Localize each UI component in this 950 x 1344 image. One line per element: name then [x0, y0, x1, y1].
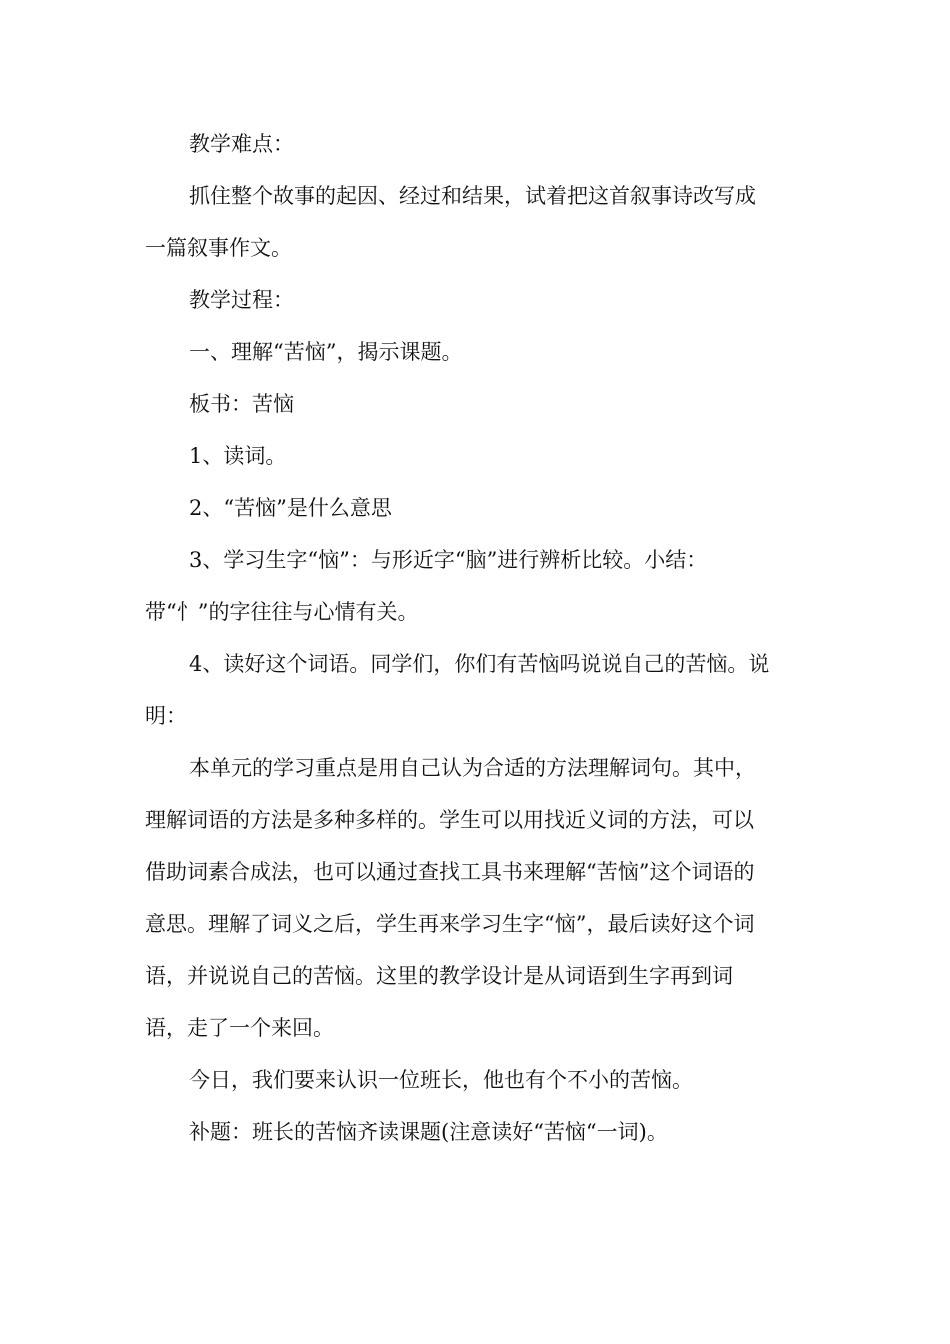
text-line: 1、读词。 — [189, 444, 287, 468]
text-line: 板书：苦恼 — [189, 392, 294, 416]
text-line: 一、理解“苦恼”，揭示课题。 — [189, 340, 463, 364]
text-line: 一篇叙事作文。 — [145, 236, 292, 260]
text-line: 教学难点： — [189, 132, 294, 156]
text-line: 今日，我们要来认识一位班长，他也有个不小的苦恼。 — [189, 1068, 693, 1092]
text-line: 明： — [145, 704, 187, 728]
text-line: 补题：班长的苦恼齐读课题(注意读好“苦恼“一词)。 — [189, 1120, 668, 1144]
text-line: 教学过程： — [189, 288, 294, 312]
text-line: 本单元的学习重点是用自己认为合适的方法理解词句。其中， — [189, 756, 756, 780]
text-line: 2、“苦恼”是什么意思 — [189, 496, 392, 520]
document-body — [145, 118, 810, 1158]
text-line: 理解词语的方法是多种多样的。学生可以用找近义词的方法，可以 — [145, 808, 754, 832]
text-line: 4、读好这个词语。同学们，你们有苦恼吗说说自己的苦恼。说 — [189, 652, 770, 676]
text-line: 抓住整个故事的起因、经过和结果，试着把这首叙事诗改写成 — [189, 184, 756, 208]
text-line: 借助词素合成法，也可以通过查找工具书来理解“苦恼”这个词语的 — [145, 860, 755, 884]
text-line: 语，走了一个来回。 — [145, 1016, 334, 1040]
text-line: 带“忄”的字往往与心情有关。 — [145, 600, 419, 624]
text-line: 语，并说说自己的苦恼。这里的教学设计是从词语到生字再到词 — [145, 964, 733, 988]
text-line: 3、学习生字“恼”：与形近字“脑”进行辨析比较。小结： — [189, 548, 708, 572]
text-line: 意思。理解了词义之后，学生再来学习生字“恼”，最后读好这个词 — [145, 912, 755, 936]
